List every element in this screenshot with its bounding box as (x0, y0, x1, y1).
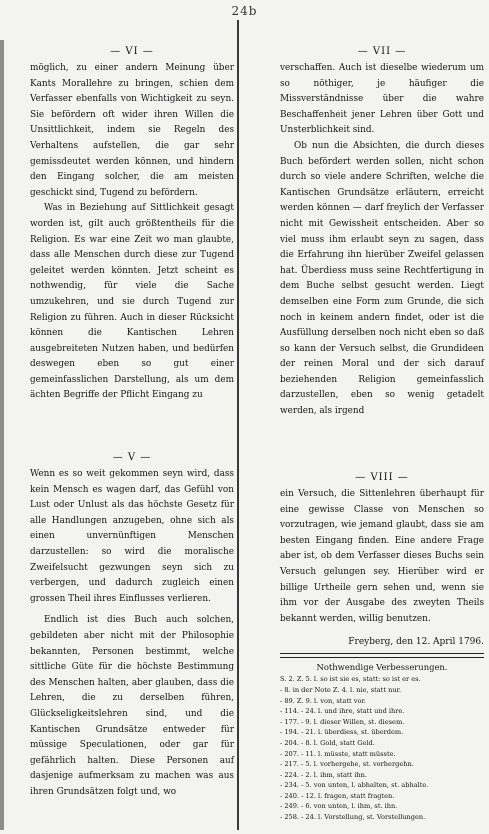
errata-rule (280, 653, 484, 658)
section-vii-heading: — VII — (357, 46, 407, 57)
errata-entry: S. 2. Z. 5. l. so ist sie es, statt: so ist er es. (280, 675, 421, 684)
errata-entry: - 8. in der Note Z. 4. l. nie, statt nur. (280, 685, 402, 694)
section-viii-paragraph: ein Versuch, die Sittenlehren überhaupt für eine gewisse Classe von Menschen so vorzutragen, wie jemand glaubt, dass sie am besten Eingang finden. Eine andere Frage aber ist, ob dem Verfasser dieses Buchs sein Versuch gelungen sey. Hierüber wird er billige Urtheile gern sehen und, wenn sie ihm vor der Ausgabe des zweyten Theils bekannt werden, willig benutzen. (280, 489, 484, 624)
section-v-heading: — V — (112, 452, 152, 463)
errata-entry: - 177. - 9. l. dieser Willen, st. diesem. (280, 717, 405, 726)
errata-entry: - 114. - 24. l. und ihre, statt und ihre. (280, 707, 405, 716)
section-vi (30, 46, 234, 404)
section-vii-paragraph: verschaffen. Auch ist dieselbe wiederum um so nöthiger, je häufiger die Missverständnisse über die wahre Beschaffenheit jener Lehren über Gott und Unsterblichkeit sind. (280, 63, 484, 136)
date-line: Freyberg, den 12. April 1796. (348, 637, 484, 648)
errata-entry: - 217. - 5. l. vorhergehe, st. vorhergehn. (280, 760, 414, 769)
column-divider (237, 20, 239, 830)
errata-entry: - 249. - 6. von unten, l. ihm, st. ihn. (280, 802, 398, 811)
errata-entry: - 258. - 24. l. Vorstellung, st. Vorstellungen. (280, 813, 426, 822)
errata-entry: - 234. - 5. von unten, l. abhalten, st. abhalte. (280, 781, 429, 790)
section-v-paragraph: Wenn es so weit gekommen seyn wird, dass kein Mensch es wagen darf, das Gefühl von Lust oder Unlust als das höchste Gesetz für alle Handlungen anzugeben, ohne sich als einen unvernünftigen Menschen darzustellen: so wird die moralische Zweifelsucht gezwungen seyn sich zu verbergen, und dadurch zugleich einen grossen Theil ihres Einflusses verlieren. (30, 469, 234, 604)
page-number: 24b (231, 4, 258, 18)
errata-entry: - 89. Z. 9. l. von, statt vor. (280, 696, 366, 705)
section-viii-heading: — VIII — (355, 472, 409, 483)
errata-list (280, 674, 484, 822)
section-vii (280, 46, 484, 420)
errata-entry: - 194. - 21. l. überdiess, st. überdem. (280, 728, 404, 737)
section-vi-paragraph: möglich, zu einer andern Meinung über Kants Morallehre zu bringen, schien dem Verfasser ebenfalls von Wichtigkeit zu seyn. Sie befördern oft wider ihren Willen die Unsittlichkeit, indem sie Regeln des Verhaltens aufstellen, die gar sehr gemissdeutet werden können, und hindern den Eingang solcher, die am meisten geschickt sind, Tugend zu befördern. (30, 63, 234, 198)
errata-entry: - 224. - 2. l. ihm, statt ihn. (280, 770, 367, 779)
page-edge-shadow (0, 40, 4, 830)
section-v (30, 452, 234, 800)
section-vii-paragraph: Ob nun die Absichten, die durch dieses Buch befördert werden sollen, nicht schon durch so viele andere Schriften, welche die Kantischen Grundsätze erläutern, erreicht werden können — darf freylich der Verfasser nicht mit Gewissheit entscheiden. Aber so viel muss ihm erlaubt seyn zu sagen, dass die Erfahrung ihn hierüber Zweifel gelassen hat. Überdiess muss seine Rechtfertigung in dem Buche selbst gesucht werden. Liegt demselben eine Form zum Grunde, die sich noch in keinem andern findet, oder ist die Ausfüllung derselben noch nicht eben so daß so kann der Versuch selbst, die Grundideen der reinen Moral und der sich darauf beziehenden Religion gemeinfasslich darzustellen, eben so wenig getadelt werden, als irgend (280, 140, 484, 417)
errata-title: Nothwendige Verbesserungen. (316, 662, 448, 673)
section-vi-heading: — VI — (110, 46, 154, 57)
errata-entry: - 207. - 11. l. müsste, statt müsste. (280, 749, 396, 758)
section-viii (280, 472, 484, 823)
errata-entry: - 204. - 8. l. Gold, statt Geld. (280, 738, 375, 747)
section-vi-paragraph: Was in Beziehung auf Sittlichkeit gesagt worden ist, gilt auch größtentheils für die Religion. Es war eine Zeit wo man glaubte, dass alle Menschen durch diese zur Tugend geleitet werden könnten. Jetzt scheint es nothwendig, für viele die Sache umzukehren, und sie durch Tugend zur Religion zu führen. Auch in dieser Rücksicht können die Kantischen Lehren ausgebreiteten Nutzen haben, und bedürfen deswegen eben so gut einer gemeinfasslichen Darstellung, als um dem ächten Begriffe der Pflicht Eingang zu (30, 203, 234, 401)
section-v-paragraph: Endlich ist dies Buch auch solchen, gebildeten aber nicht mit der Philosophie bekannten, Personen bestimmt, welche sittliche Güte für die höchste Bestimmung des Menschen halten, aber glauben, dass die Lehren, die zu derselben führen, Glückseligkeitslehren sind, und die Kantischen Grundsätze entweder für müssige Speculationen, oder gar für gefährlich halten. Diese Personen auf dasjenige aufmerksam zu machen was aus ihren Grundsätzen folgt und, wo (30, 615, 234, 797)
errata-entry: - 240. - 12. l. fragen, statt fragten. (280, 791, 395, 800)
